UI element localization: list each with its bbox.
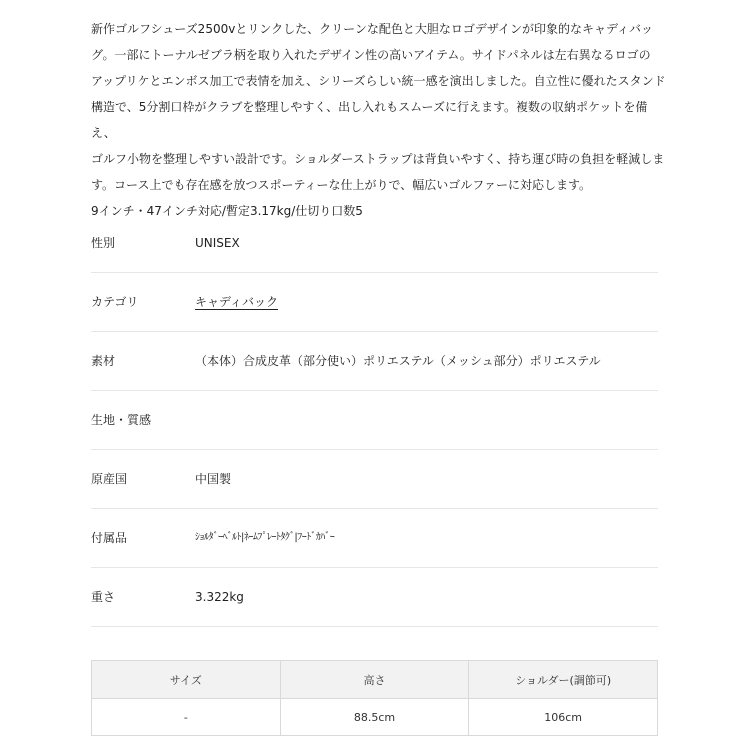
- table-header-row: [92, 661, 658, 699]
- spec-row-material: [91, 332, 658, 391]
- table-cell: 106cm: [469, 699, 658, 736]
- spec-label: 素材: [91, 354, 116, 368]
- size-table: [91, 660, 658, 736]
- spec-value: 中国製: [195, 472, 232, 486]
- description-specs-line: 9インチ・47インチ対応/暫定3.17kg/仕切り口数5: [91, 204, 363, 218]
- spec-row-weight: [91, 568, 658, 627]
- spec-list: [91, 214, 658, 627]
- spec-label: 重さ: [91, 590, 116, 604]
- table-row: [92, 699, 658, 736]
- spec-label: 性別: [91, 236, 116, 250]
- spec-row-category: [91, 273, 658, 332]
- spec-label: 原産国: [91, 472, 128, 486]
- spec-row-accessories: [91, 509, 658, 568]
- spec-row-gender: [91, 214, 658, 273]
- table-header-cell: サイズ: [92, 661, 281, 699]
- table-header-cell: ショルダー(調節可): [469, 661, 658, 699]
- table-cell: -: [92, 699, 281, 736]
- table-cell: 88.5cm: [280, 699, 469, 736]
- spec-label: 生地・質感: [91, 413, 152, 427]
- category-link[interactable]: キャディバック: [195, 295, 279, 309]
- table-header-cell: 高さ: [280, 661, 469, 699]
- description-line: グ。一部にトーナルゼブラ柄を取り入れたデザイン性の高いアイテム。サイドパネルは左右異なるロゴの: [91, 48, 651, 62]
- spec-label: カテゴリ: [91, 295, 139, 309]
- description-line: アップリケとエンボス加工で表情を加え、シリーズらしい統一感を演出しました。自立性に優れたスタンド: [91, 74, 666, 88]
- spec-label: 付属品: [91, 531, 128, 545]
- spec-value: ｼｮﾙﾀﾞｰﾍﾞﾙﾄ|ﾈｰﾑﾌﾟﾚｰﾄﾀｸﾞ|ﾌｰﾄﾞｶﾊﾞｰ: [195, 532, 335, 543]
- product-description: [91, 16, 671, 224]
- description-line: ゴルフ小物を整理しやすい設計です。ショルダーストラップは背負いやすく、持ち運び時の負担を軽減しま: [91, 152, 665, 166]
- description-line: 構造で、5分割口枠がクラブを整理しやすく、出し入れもスムーズに行えます。複数の収納ポケットを備え、: [91, 100, 648, 140]
- spec-value: （本体）合成皮革（部分使い）ポリエステル（メッシュ部分）ポリエステル: [195, 354, 601, 368]
- description-line: す。コース上でも存在感を放つスポーティーな仕上がりで、幅広いゴルファーに対応します。: [91, 178, 592, 192]
- description-line: 新作ゴルフシューズ2500vとリンクした、クリーンな配色と大胆なロゴデザインが印象的なキャディバッ: [91, 22, 654, 36]
- spec-value: UNISEX: [195, 236, 240, 250]
- spec-value: 3.322kg: [195, 590, 244, 604]
- spec-row-origin: [91, 450, 658, 509]
- spec-row-fabric: [91, 391, 658, 450]
